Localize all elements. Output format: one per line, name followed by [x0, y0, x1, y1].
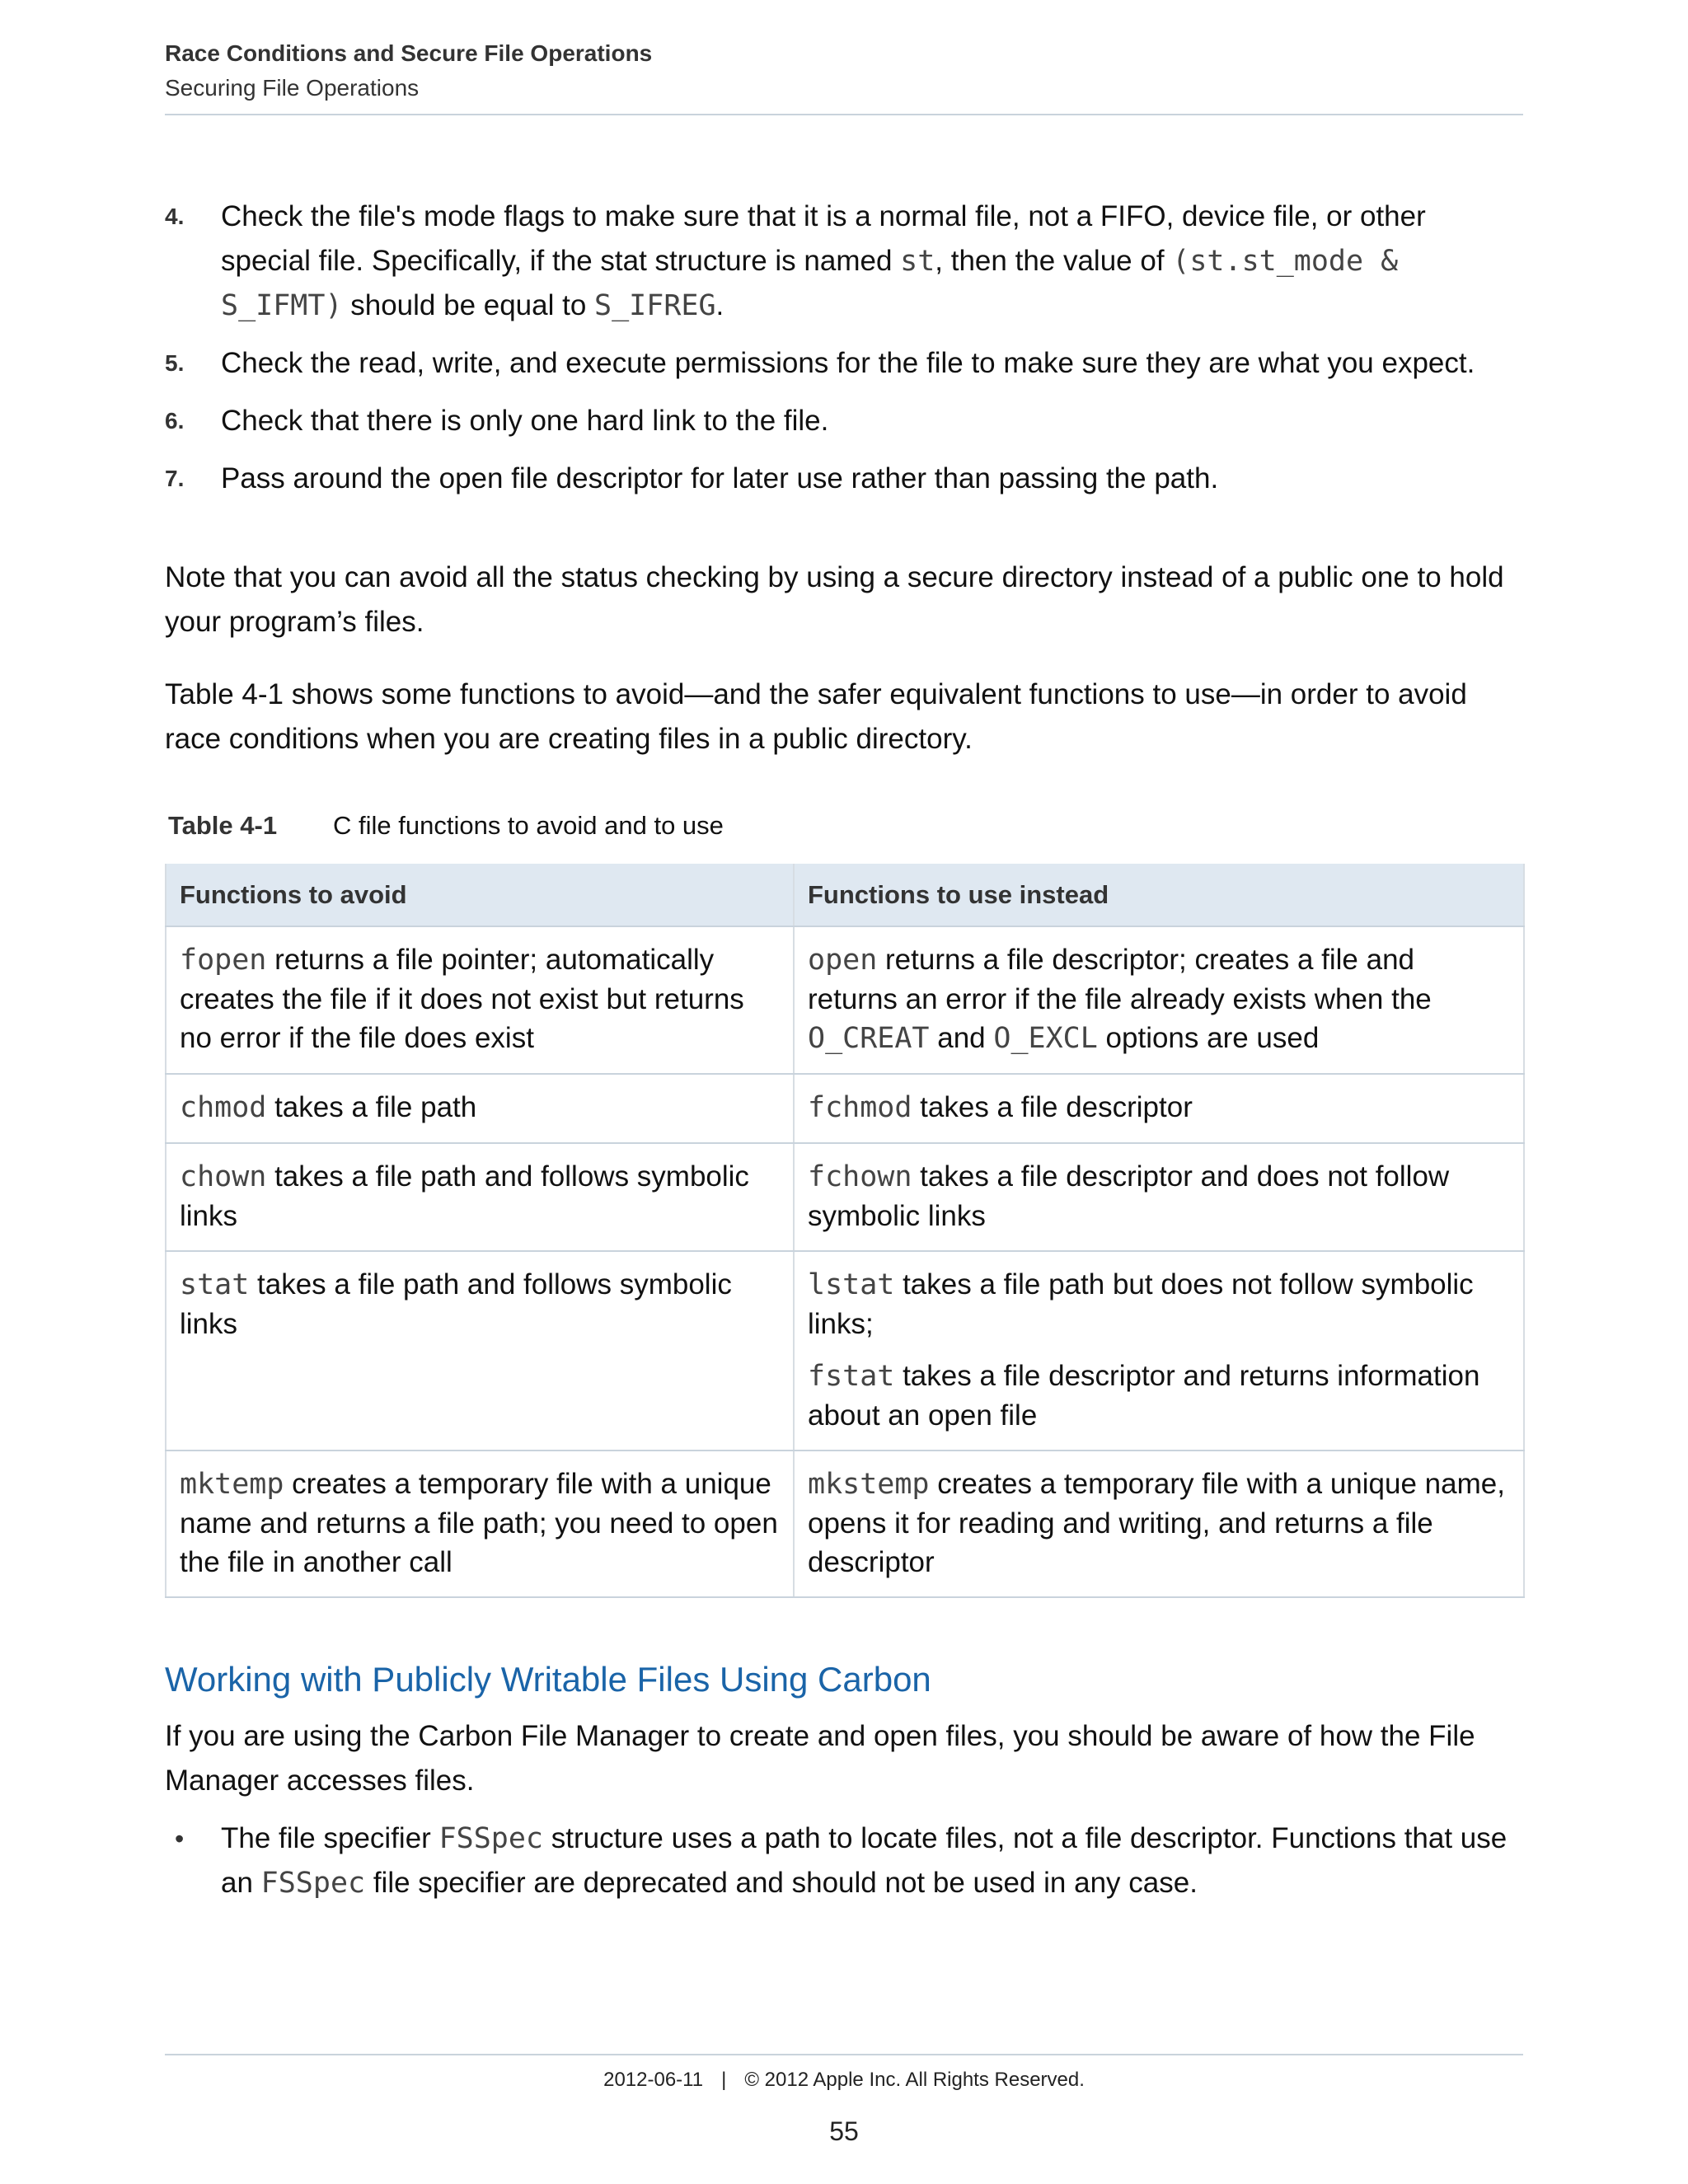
- functions-table: [165, 864, 1525, 1598]
- cell-text: takes a file path and follows symbolic links: [180, 1160, 749, 1232]
- step-text: should be equal to: [342, 289, 595, 321]
- use-cell: [794, 1251, 1524, 1451]
- bullet-text: The file specifier: [221, 1822, 439, 1854]
- use-cell: [794, 1451, 1524, 1597]
- code-snippet: O_CREAT: [808, 1022, 930, 1055]
- table-row: [166, 1251, 1524, 1451]
- code-snippet: fchmod: [808, 1091, 912, 1124]
- code-snippet: fstat: [808, 1360, 895, 1393]
- cell-paragraph: [808, 1265, 1510, 1343]
- step-text: , then the value of: [935, 245, 1173, 277]
- step-item: [165, 457, 1523, 501]
- bullet-text: file specifier are deprecated and should not be used in any case.: [365, 1867, 1198, 1899]
- cell-text: takes a file descriptor and returns information about an open file: [808, 1360, 1480, 1432]
- table-row: [166, 1074, 1524, 1143]
- avoid-cell: [166, 1143, 794, 1251]
- code-snippet: open: [808, 944, 878, 977]
- code-snippet: chown: [180, 1160, 267, 1193]
- bullet-item: [165, 1816, 1523, 1905]
- step-text: Check the read, write, and execute permissions for the file to make sure they are what you expect.: [221, 347, 1475, 379]
- table-row: [166, 1143, 1524, 1251]
- footer-separator: |: [721, 2069, 727, 2091]
- section-heading: Working with Publicly Writable Files Using Carbon: [165, 1660, 931, 1699]
- avoid-cell: [166, 926, 794, 1074]
- cell-text: takes a file descriptor and does not follow symbolic links: [808, 1160, 1450, 1232]
- cell-text: takes a file path and follows symbolic links: [180, 1268, 732, 1340]
- section-title: Securing File Operations: [165, 75, 420, 101]
- step-item: [165, 399, 1523, 443]
- cell-text: takes a file path: [266, 1091, 477, 1123]
- use-cell: [794, 926, 1524, 1074]
- table-caption-text: C file functions to avoid and to use: [333, 811, 724, 840]
- cell-text: returns a file pointer; automatically creates the file if it does not exist but returns no error if the file does exist: [180, 944, 744, 1054]
- code-snippet: st: [900, 245, 935, 278]
- code-snippet: S_IFREG: [594, 289, 716, 322]
- note-paragraph: Note that you can avoid all the status checking by using a secure directory instead of a public one to hold your program’s files.: [165, 561, 1504, 638]
- column-header-avoid: Functions to avoid: [166, 864, 794, 926]
- numbered-steps: [165, 194, 1523, 514]
- bullet-text: structure uses a path to locate files, not a file descriptor. Functions that use an: [221, 1822, 1507, 1899]
- cell-text: creates a temporary file with a unique name and returns a file path; you need to open the file in another call: [180, 1468, 778, 1578]
- code-snippet: FSSpec: [438, 1822, 543, 1855]
- bullet-list: [165, 1816, 1523, 1905]
- column-header-use: Functions to use instead: [794, 864, 1524, 926]
- use-cell: [794, 1143, 1524, 1251]
- step-item: [165, 194, 1523, 328]
- code-snippet: fchown: [808, 1160, 912, 1193]
- running-header: [165, 36, 1523, 105]
- table-header-row: [166, 864, 1524, 926]
- step-text: Check the file's mode flags to make sure that it is a normal file, not a FIFO, device file, or other special file. Specifically, if the stat structure is named: [221, 200, 1426, 277]
- avoid-cell: [166, 1451, 794, 1597]
- code-snippet: FSSpec: [260, 1867, 366, 1900]
- table-caption: [168, 808, 724, 844]
- step-text: Pass around the open file descriptor for later use rather than passing the path.: [221, 462, 1219, 494]
- step-number: 5.: [165, 350, 185, 376]
- step-number: 7.: [165, 466, 185, 491]
- code-snippet: O_EXCL: [993, 1022, 1098, 1055]
- cell-text: creates a temporary file with a unique name, opens it for reading and writing, and returns a file descriptor: [808, 1468, 1505, 1578]
- code-snippet: stat: [180, 1268, 250, 1301]
- code-snippet: (st.st_mode & S_IFMT): [221, 245, 1399, 322]
- chapter-title: Race Conditions and Secure File Operations: [165, 40, 653, 66]
- cell-text: takes a file path but does not follow symbolic links;: [808, 1268, 1474, 1340]
- code-snippet: chmod: [180, 1091, 267, 1124]
- use-cell: [794, 1074, 1524, 1143]
- table-label: Table 4-1: [168, 811, 278, 840]
- code-snippet: mkstemp: [808, 1468, 930, 1501]
- bullet-glyph: •: [175, 1824, 185, 1854]
- cell-text: options are used: [1097, 1022, 1320, 1054]
- footer-date: 2012-06-11: [603, 2069, 704, 2091]
- page-number: 55: [829, 2116, 859, 2146]
- step-text: Check that there is only one hard link to the file.: [221, 405, 829, 437]
- step-number: 6.: [165, 408, 185, 434]
- step-item: [165, 341, 1523, 386]
- table-row: [166, 1451, 1524, 1597]
- code-snippet: lstat: [808, 1268, 895, 1301]
- step-number: 4.: [165, 204, 185, 229]
- cell-text: takes a file descriptor: [912, 1091, 1193, 1123]
- cell-text: and: [929, 1022, 994, 1054]
- code-snippet: mktemp: [180, 1468, 284, 1501]
- section-intro: If you are using the Carbon File Manager to create and open files, you should be aware of how the File Manager accesses files.: [165, 1720, 1475, 1797]
- header-divider: [165, 114, 1523, 115]
- footer: [165, 2064, 1523, 2097]
- step-text: .: [715, 289, 724, 321]
- footer-copyright: © 2012 Apple Inc. All Rights Reserved.: [744, 2069, 1085, 2091]
- cell-text: returns a file descriptor; creates a file and returns an error if the file already exists when the: [808, 944, 1432, 1015]
- cell-paragraph: [808, 1357, 1510, 1435]
- avoid-cell: [166, 1251, 794, 1451]
- table-intro-paragraph: Table 4-1 shows some functions to avoid—and the safer equivalent functions to use—in order to avoid race conditions when you are creating files in a public directory.: [165, 678, 1467, 755]
- table-row: [166, 926, 1524, 1074]
- avoid-cell: [166, 1074, 794, 1143]
- code-snippet: fopen: [180, 944, 267, 977]
- footer-divider: [165, 2054, 1523, 2055]
